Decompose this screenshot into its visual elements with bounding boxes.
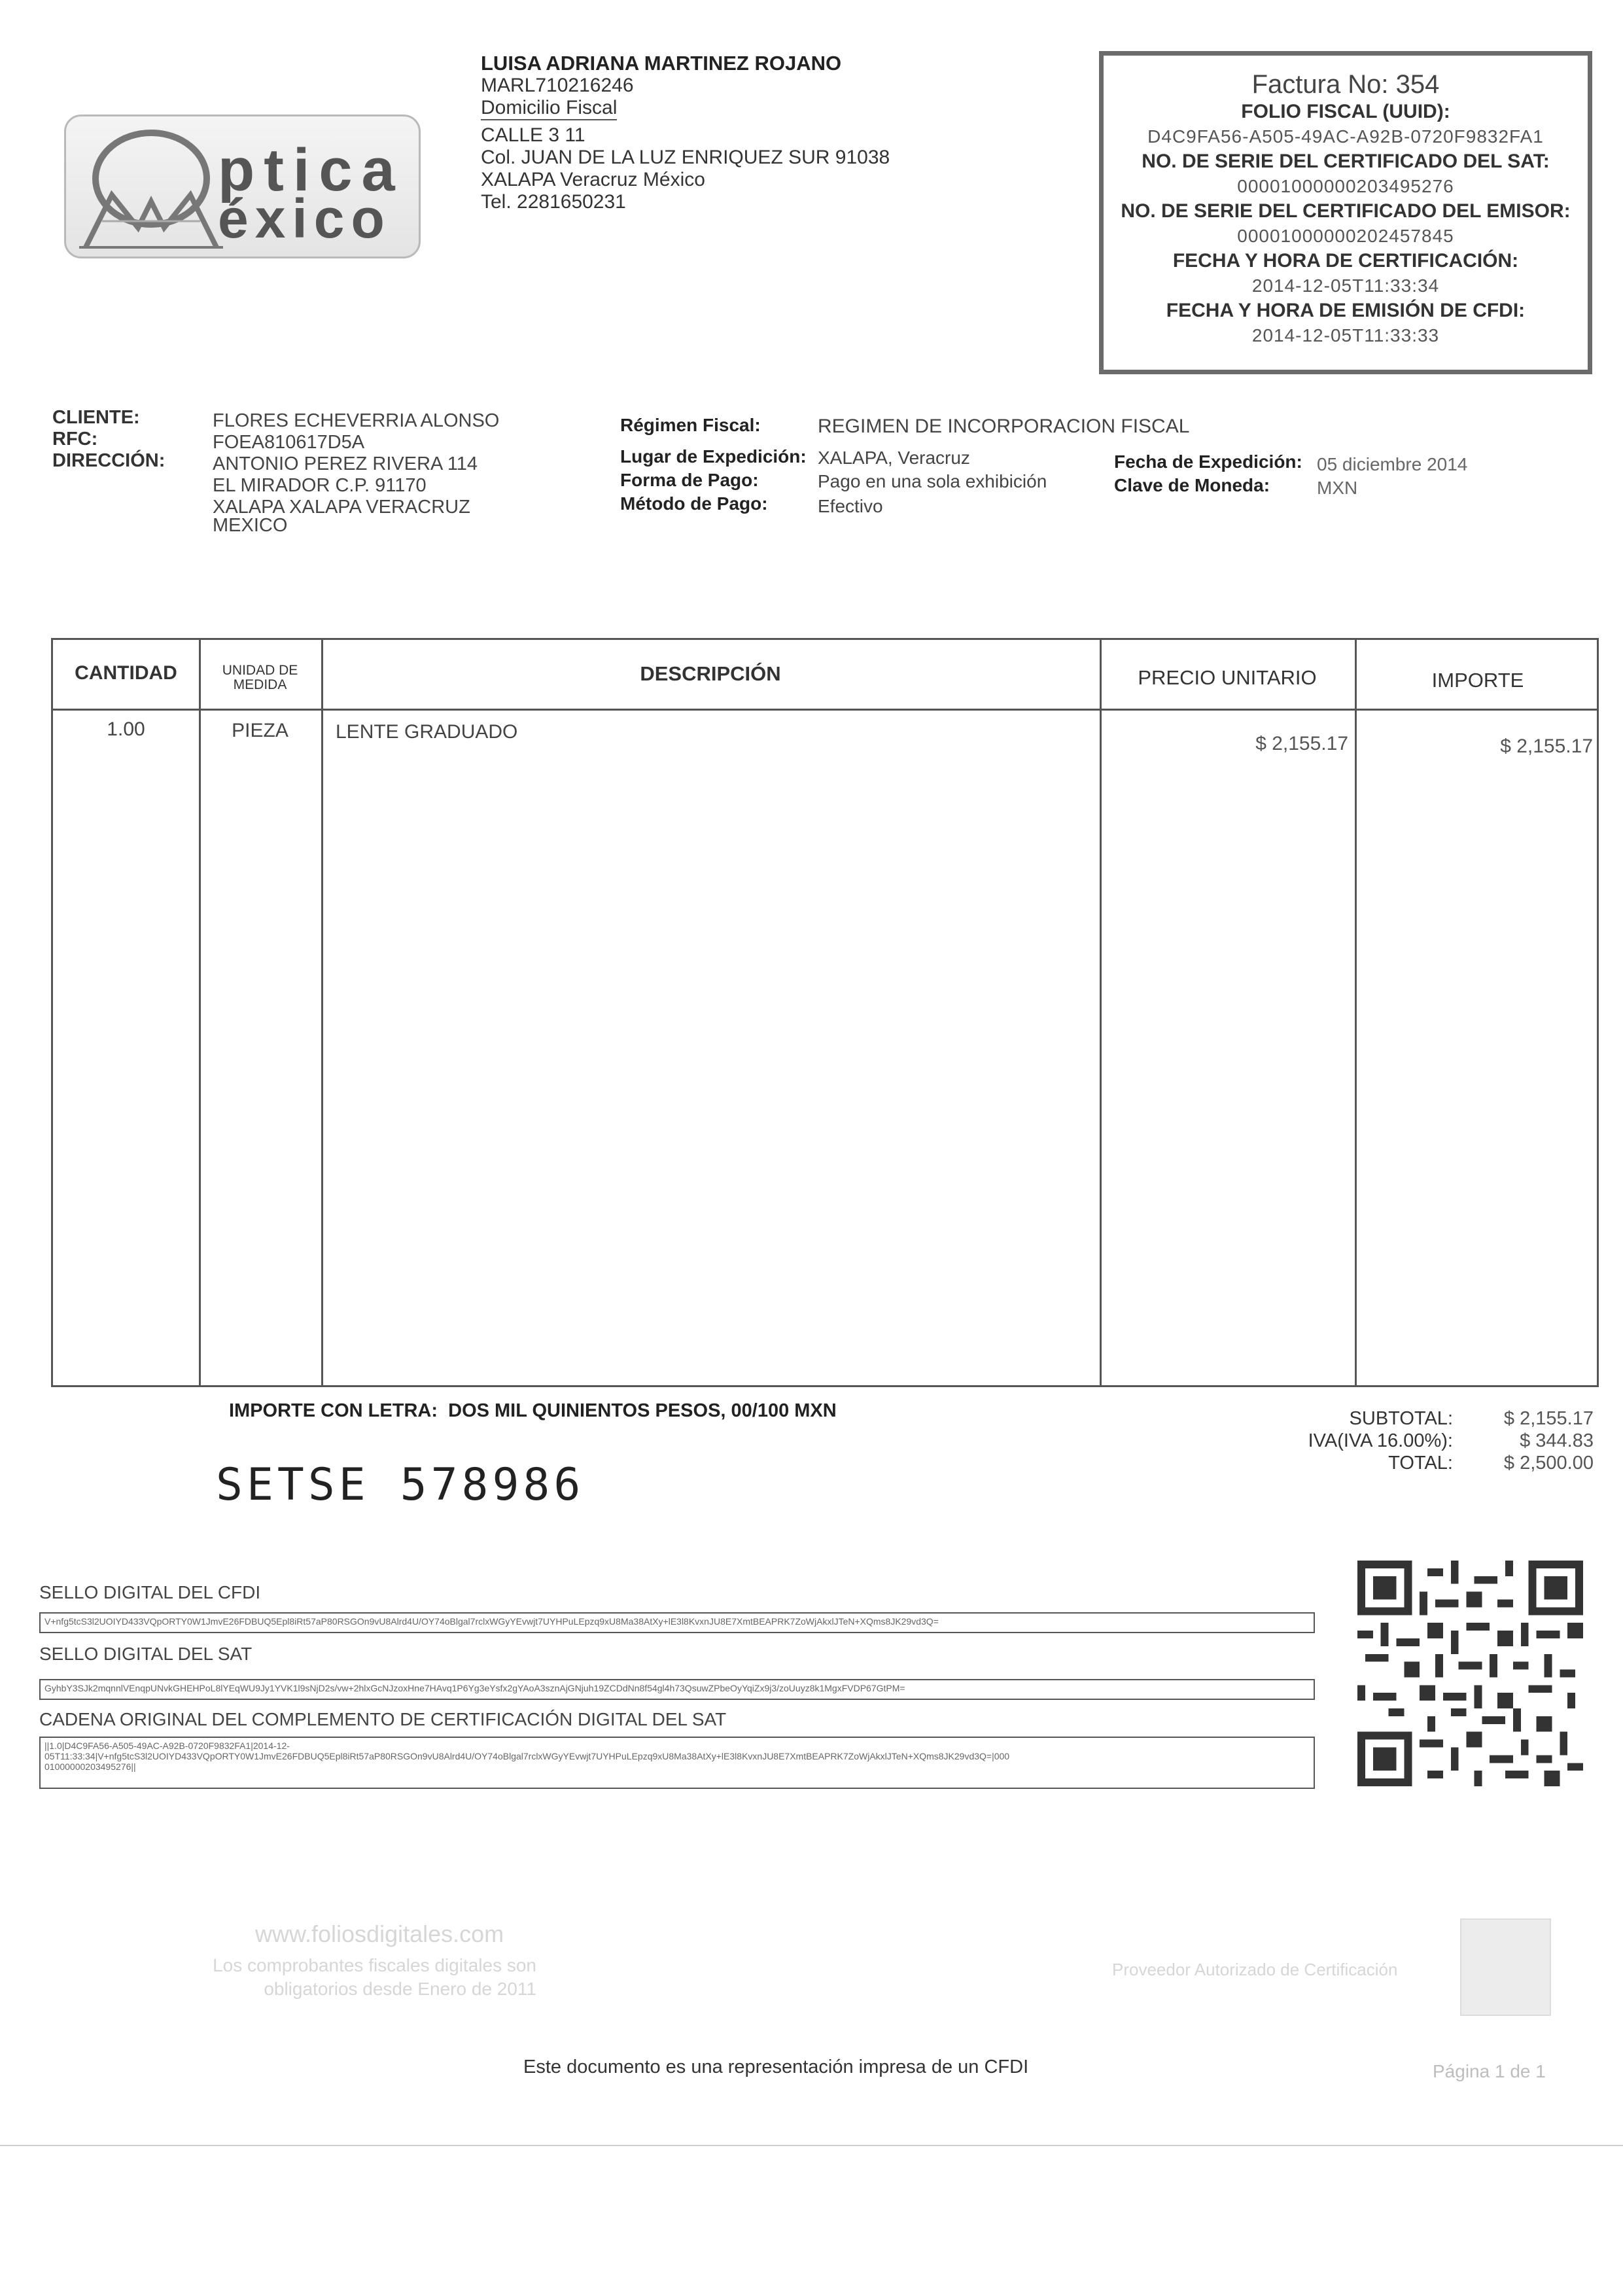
handwritten-note: SETSE 578986	[216, 1459, 585, 1511]
issuer-street: CALLE 3 11	[481, 124, 585, 146]
issuer-rfc: MARL710216246	[481, 75, 634, 96]
issuer-city: XALAPA Veracruz México	[481, 169, 705, 190]
header-cantidad: CANTIDAD	[75, 662, 177, 684]
fiscal-info-box	[1099, 51, 1592, 374]
forma-label: Forma de Pago:	[620, 470, 759, 490]
cadena-box	[39, 1737, 1315, 1789]
optica-mexico-logo-icon	[73, 123, 230, 254]
issuer-block	[481, 52, 890, 213]
footer-divider	[0, 2145, 1623, 2146]
row-importe: $ 2,155.17	[1500, 735, 1593, 757]
header-importe: IMPORTE	[1431, 669, 1524, 692]
fecha-emision-label: FECHA Y HORA DE EMISIÓN DE CFDI:	[1166, 300, 1526, 321]
col-divider	[199, 640, 201, 1385]
header-precio: PRECIO UNITARIO	[1138, 666, 1317, 689]
rfc-label: RFC:	[52, 429, 98, 450]
cert-sat-value: 00001000000203495276	[1237, 176, 1454, 196]
subtotal-label: SUBTOTAL:	[1349, 1408, 1453, 1429]
importe-letra-label: IMPORTE CON LETRA:	[229, 1400, 438, 1421]
direccion-line1: ANTONIO PEREZ RIVERA 114	[213, 453, 478, 474]
regimen-value: REGIMEN DE INCORPORACION FISCAL	[818, 415, 1190, 437]
rfc-value: FOEA810617D5A	[213, 432, 365, 453]
subtotal-value: $ 2,155.17	[1503, 1408, 1594, 1429]
footer-url: www.foliosdigitales.com	[255, 1920, 504, 1947]
fecha-cert-value: 2014-12-05T11:33:34	[1251, 275, 1440, 296]
sat-seal-icon	[1460, 1918, 1551, 2016]
fecha-exp-label: Fecha de Expedición:	[1114, 451, 1302, 472]
cadena-line1: ||1.0|D4C9FA56-A505-49AC-A92B-0720F9832FA1|2014-12-	[44, 1740, 290, 1751]
metodo-value: Efectivo	[818, 496, 883, 516]
regimen-label: Régimen Fiscal:	[620, 415, 761, 435]
header-descripcion: DESCRIPCIÓN	[640, 662, 781, 685]
lugar-value: XALAPA, Veracruz	[818, 448, 970, 468]
moneda-label: Clave de Moneda:	[1114, 475, 1270, 495]
moneda-value: MXN	[1317, 478, 1358, 498]
sello-cfdi-label: SELLO DIGITAL DEL CFDI	[39, 1582, 261, 1602]
qr-code-icon	[1357, 1561, 1583, 1786]
total-value: $ 2,500.00	[1503, 1453, 1594, 1474]
importe-letra-value: DOS MIL QUINIENTOS PESOS, 00/100 MXN	[448, 1400, 837, 1421]
uuid-label: FOLIO FISCAL (UUID):	[1241, 101, 1450, 122]
direccion-line2: EL MIRADOR C.P. 91170	[213, 475, 427, 496]
fecha-exp-value: 05 diciembre 2014	[1317, 454, 1468, 474]
importe-letra	[229, 1400, 837, 1422]
logo-text-line2: éxico	[218, 188, 391, 249]
row-cantidad: 1.00	[107, 718, 145, 740]
cliente-label: CLIENTE:	[52, 407, 140, 428]
representacion-text: Este documento es una representación impresa de un CFDI	[523, 2057, 1029, 2077]
total-label: TOTAL:	[1388, 1453, 1453, 1474]
footer-note-line2: obligatorios desde Enero de 2011	[264, 1979, 536, 1999]
fecha-emision-value: 2014-12-05T11:33:33	[1251, 325, 1440, 345]
direccion-line4: MEXICO	[213, 515, 288, 536]
row-descripcion: LENTE GRADUADO	[336, 721, 518, 743]
direccion-label: DIRECCIÓN:	[52, 450, 166, 471]
logo-text-line1: ptica	[218, 137, 404, 203]
forma-value: Pago en una sola exhibición	[818, 471, 1047, 491]
issuer-colonia: Col. JUAN DE LA LUZ ENRIQUEZ SUR 91038	[481, 147, 890, 168]
sello-sat-box: GyhbY3SJk2mqnnlVEnqpUNvkGHEHPoL8lYEqWU9Jy1YVK1l9sNjD2s/vw+2hlxGcNJzoxHne7HAvq1P6Yg3eYsfx2gYAoA3sznAjGNjuh19ZCDdNn8f54gl4h73QsuwZPbeOyYqiZx9j3/zoUuyz8k1MgxFVDP67GtPM=	[39, 1679, 1315, 1700]
iva-value: $ 344.83	[1520, 1430, 1594, 1451]
cadena-label: CADENA ORIGINAL DEL COMPLEMENTO DE CERTIFICACIÓN DIGITAL DEL SAT	[39, 1709, 727, 1729]
sello-cfdi-box: V+nfg5tcS3l2UOIYD433VQpORTY0W1JmvE26FDBUQ5Epl8iRt57aP80RSGOn9vU8Alrd4U/OY74oBlgal7rclxWGyYEvwjt7UYHPuLEpzq9xU8Ma38AtXy+lE3l8KvxnJU8E7XmtBEAPRK7ZoWjAkxlJTeN+XQms8JK29vd3Q=	[39, 1612, 1315, 1633]
items-table	[51, 638, 1599, 1387]
direccion-line3: XALAPA XALAPA VERACRUZ	[213, 497, 470, 518]
row-unidad: PIEZA	[232, 720, 288, 741]
issuer-phone: Tel. 2281650231	[481, 191, 626, 213]
footer-proveedor: Proveedor Autorizado de Certificación	[1112, 1960, 1398, 1979]
issuer-name: LUISA ADRIANA MARTINEZ ROJANO	[481, 52, 842, 75]
metodo-label: Método de Pago:	[620, 493, 768, 514]
company-logo	[64, 115, 421, 258]
cert-emisor-label: NO. DE SERIE DEL CERTIFICADO DEL EMISOR:	[1121, 200, 1571, 222]
fecha-cert-label: FECHA Y HORA DE CERTIFICACIÓN:	[1172, 250, 1519, 272]
iva-label: IVA(IVA 16.00%):	[1308, 1430, 1453, 1451]
footer-note-line1: Los comprobantes fiscales digitales son	[213, 1955, 536, 1975]
uuid-value: D4C9FA56-A505-49AC-A92B-0720F9832FA1	[1147, 126, 1544, 147]
lugar-label: Lugar de Expedición:	[620, 446, 807, 467]
cert-sat-label: NO. DE SERIE DEL CERTIFICADO DEL SAT:	[1142, 150, 1550, 172]
invoice-number: Factura No: 354	[1251, 70, 1440, 99]
domicilio-label: Domicilio Fiscal	[481, 97, 617, 120]
cliente-value: FLORES ECHEVERRIA ALONSO	[213, 410, 500, 431]
cadena-line2: 05T11:33:34|V+nfg5tcS3l2UOIYD433VQpORTY0W1JmvE26FDBUQ5Epl8iRt57aP80RSGOn9vU8Alrd4U/OY74oBlgal7rclxWGyYEvwjt7UYHPuLEpzq9xU8Ma38AtXy+lE3l8KvxnJU8E7XmtBEAPRK7ZoWjAkxlJTeN+XQms8JK29vd3Q=|000	[44, 1751, 1010, 1761]
header-unidad: UNIDAD DE MEDIDA	[222, 663, 298, 692]
row-precio: $ 2,155.17	[1255, 733, 1348, 754]
sello-sat-label: SELLO DIGITAL DEL SAT	[39, 1644, 253, 1664]
cadena-line3: 01000000203495276||	[44, 1761, 136, 1772]
col-divider	[321, 640, 323, 1385]
page-number: Página 1 de 1	[1433, 2061, 1546, 2081]
cert-emisor-value: 00001000000202457845	[1237, 226, 1454, 246]
